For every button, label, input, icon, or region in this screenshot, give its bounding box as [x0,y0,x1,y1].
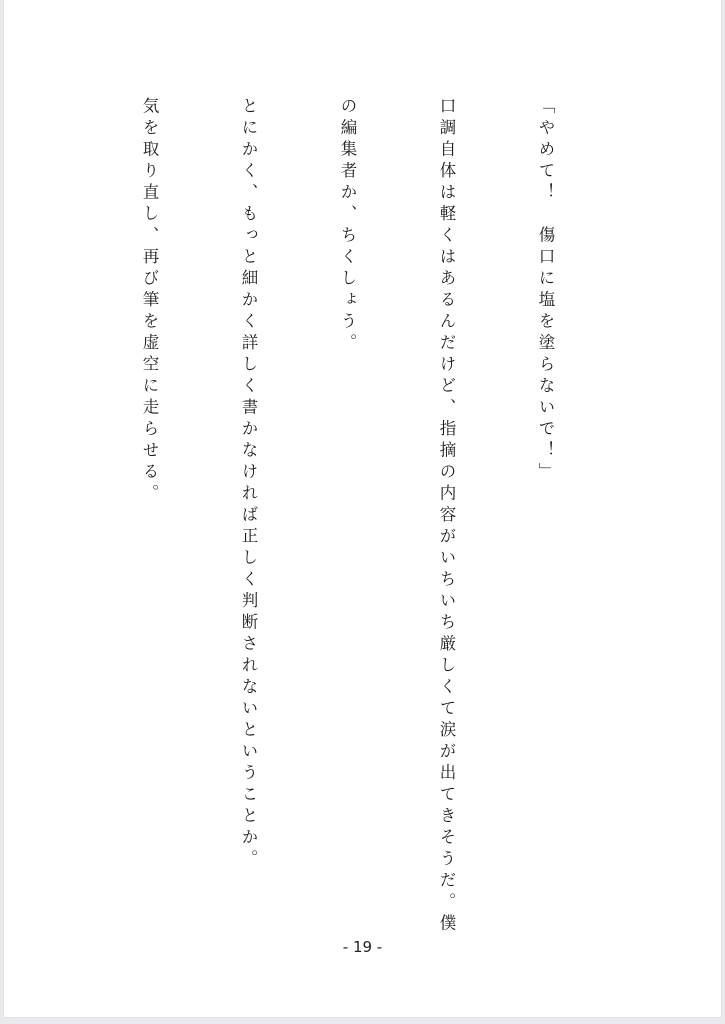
blank-line [34,97,67,927]
page-number: - 19 - [342,938,383,956]
document-page [4,0,721,1017]
text-line: 気を取り直し、再び筆を虚空に走らせる。 [140,97,159,506]
text-line: とにかく、もっと細かく詳しく書かなければ正しく判断されないということか。 [239,97,258,871]
body-text [4,97,628,936]
text-line: 口調自体は軽くはあるんだけど、指摘の内容がいちいち厳しくて涙が出てきそうだ。僕 [437,97,456,936]
text-line: の編集者か、ちくしょう。 [338,97,357,355]
text-line: 「やめて！ 傷口に塩を塗らないで！」 [536,97,555,484]
